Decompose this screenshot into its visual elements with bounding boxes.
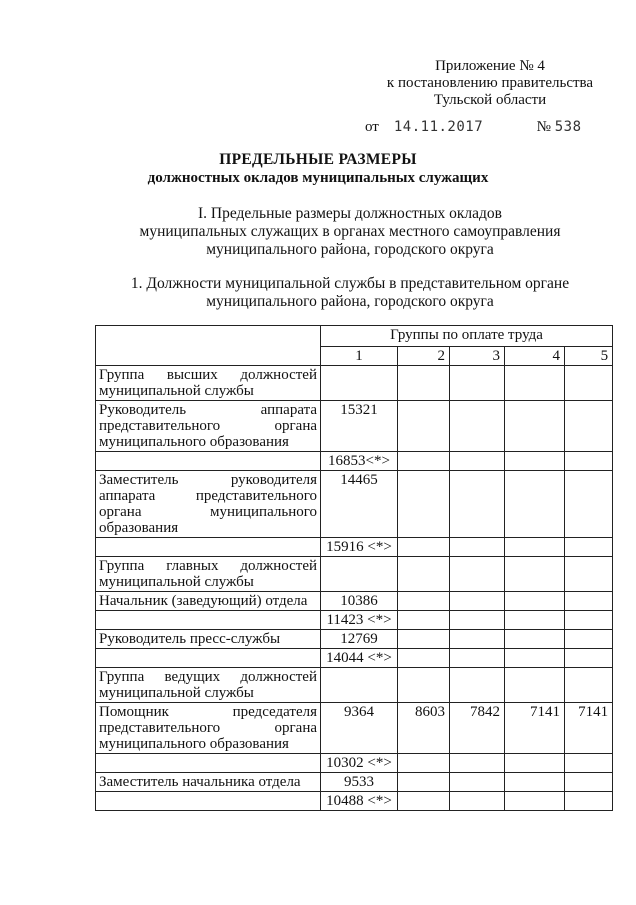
section-heading bbox=[100, 205, 600, 259]
salary-cell-group-2 bbox=[398, 592, 450, 611]
salary-cell-group-5 bbox=[565, 792, 613, 811]
salary-cell-group-4 bbox=[505, 401, 565, 452]
salary-cell-group-4 bbox=[505, 557, 565, 592]
salary-cell-group-1: 10488 <*> bbox=[321, 792, 398, 811]
salary-cell-group-4 bbox=[505, 649, 565, 668]
position-cell bbox=[96, 649, 321, 668]
salary-cell-group-2 bbox=[398, 401, 450, 452]
salary-cell-group-1: 15321 bbox=[321, 401, 398, 452]
subsection-heading bbox=[100, 275, 600, 311]
resolution-date-number bbox=[365, 119, 625, 136]
salary-cell-group-1: 9533 bbox=[321, 773, 398, 792]
position-cell: Группа ведущих должностей муниципальной службы bbox=[96, 668, 321, 703]
position-cell bbox=[96, 754, 321, 773]
salary-cell-group-2 bbox=[398, 557, 450, 592]
table-row bbox=[96, 773, 613, 792]
salary-cell-group-1: 14044 <*> bbox=[321, 649, 398, 668]
table-row bbox=[96, 649, 613, 668]
appendix-line: к постановлению правительства bbox=[386, 75, 594, 91]
salary-cell-group-4 bbox=[505, 630, 565, 649]
table-row bbox=[96, 366, 613, 401]
position-cell: Заместитель руководителя аппарата представительного органа муниципального образования bbox=[96, 471, 321, 538]
salary-cell-group-3 bbox=[450, 366, 505, 401]
salary-cell-group-2 bbox=[398, 792, 450, 811]
salary-cell-group-2 bbox=[398, 366, 450, 401]
salary-cell-group-4 bbox=[505, 668, 565, 703]
salary-cell-group-3 bbox=[450, 773, 505, 792]
position-cell bbox=[96, 452, 321, 471]
position-cell bbox=[96, 611, 321, 630]
table-row bbox=[96, 792, 613, 811]
header-empty-cell bbox=[96, 326, 321, 366]
salary-cell-group-3: 7842 bbox=[450, 703, 505, 754]
salary-cell-group-3 bbox=[450, 630, 505, 649]
salary-cell-group-2 bbox=[398, 668, 450, 703]
salary-cell-group-1 bbox=[321, 668, 398, 703]
date-value: 14.11.2017 bbox=[393, 119, 484, 135]
salary-cell-group-2 bbox=[398, 773, 450, 792]
table-row bbox=[96, 557, 613, 592]
salary-cell-group-2 bbox=[398, 649, 450, 668]
section-line: муниципального района, городского округа bbox=[206, 241, 494, 258]
salary-cell-group-2 bbox=[398, 471, 450, 538]
subsection-line: муниципального района, городского округа bbox=[206, 293, 494, 310]
salary-cell-group-5 bbox=[565, 630, 613, 649]
appendix-line: Приложение № 4 bbox=[435, 58, 545, 74]
appendix-line: Тульской области bbox=[433, 92, 547, 108]
table-row bbox=[96, 703, 613, 754]
salary-cell-group-3 bbox=[450, 649, 505, 668]
salary-cell-group-4: 7141 bbox=[505, 703, 565, 754]
group-header-cell: Группы по оплате труда bbox=[321, 326, 613, 347]
salary-cell-group-1: 12769 bbox=[321, 630, 398, 649]
section-line: муниципальных служащих в органах местного самоуправления bbox=[139, 223, 561, 240]
salary-cell-group-5 bbox=[565, 754, 613, 773]
salary-cell-group-1: 10386 bbox=[321, 592, 398, 611]
salary-cell-group-1: 14465 bbox=[321, 471, 398, 538]
column-number: 4 bbox=[505, 347, 565, 366]
salary-cell-group-5 bbox=[565, 557, 613, 592]
table-row bbox=[96, 452, 613, 471]
salary-cell-group-4 bbox=[505, 452, 565, 471]
salary-cell-group-1 bbox=[321, 557, 398, 592]
salary-table bbox=[95, 325, 613, 811]
salary-cell-group-5 bbox=[565, 538, 613, 557]
salary-cell-group-3 bbox=[450, 538, 505, 557]
salary-cell-group-3 bbox=[450, 792, 505, 811]
salary-cell-group-3 bbox=[450, 452, 505, 471]
salary-cell-group-4 bbox=[505, 538, 565, 557]
table-row bbox=[96, 754, 613, 773]
salary-cell-group-5 bbox=[565, 668, 613, 703]
table-row bbox=[96, 538, 613, 557]
salary-cell-group-5 bbox=[565, 773, 613, 792]
salary-cell-group-2 bbox=[398, 630, 450, 649]
salary-cell-group-2: 8603 bbox=[398, 703, 450, 754]
salary-cell-group-3 bbox=[450, 668, 505, 703]
salary-cell-group-4 bbox=[505, 754, 565, 773]
number-value: 538 bbox=[554, 119, 582, 135]
table-row bbox=[96, 630, 613, 649]
table-row bbox=[96, 611, 613, 630]
table-row bbox=[96, 471, 613, 538]
salary-cell-group-4 bbox=[505, 592, 565, 611]
date-prefix: от bbox=[365, 119, 379, 135]
salary-cell-group-2 bbox=[398, 452, 450, 471]
salary-cell-group-3 bbox=[450, 471, 505, 538]
salary-cell-group-5: 7141 bbox=[565, 703, 613, 754]
position-cell: Помощник председателя представительного органа муниципального образования bbox=[96, 703, 321, 754]
position-cell bbox=[96, 792, 321, 811]
salary-cell-group-2 bbox=[398, 611, 450, 630]
salary-cell-group-5 bbox=[565, 649, 613, 668]
position-cell: Заместитель начальника отдела bbox=[96, 773, 321, 792]
salary-cell-group-4 bbox=[505, 792, 565, 811]
column-number: 1 bbox=[321, 347, 398, 366]
salary-cell-group-3 bbox=[450, 401, 505, 452]
position-cell: Руководитель пресс-службы bbox=[96, 630, 321, 649]
salary-cell-group-5 bbox=[565, 401, 613, 452]
number-prefix: № bbox=[536, 119, 551, 135]
salary-cell-group-1 bbox=[321, 366, 398, 401]
position-cell: Руководитель аппарата представительного органа муниципального образования bbox=[96, 401, 321, 452]
column-number: 2 bbox=[398, 347, 450, 366]
column-number: 3 bbox=[450, 347, 505, 366]
salary-cell-group-3 bbox=[450, 592, 505, 611]
salary-cell-group-4 bbox=[505, 611, 565, 630]
salary-cell-group-3 bbox=[450, 611, 505, 630]
salary-cell-group-2 bbox=[398, 538, 450, 557]
salary-cell-group-2 bbox=[398, 754, 450, 773]
position-cell bbox=[96, 538, 321, 557]
document-subtitle: должностных окладов муниципальных служащих bbox=[147, 170, 489, 186]
salary-cell-group-5 bbox=[565, 592, 613, 611]
table-row bbox=[96, 592, 613, 611]
salary-cell-group-4 bbox=[505, 773, 565, 792]
table-header-row bbox=[96, 326, 613, 347]
appendix-header bbox=[360, 58, 620, 109]
salary-cell-group-1: 15916 <*> bbox=[321, 538, 398, 557]
column-number: 5 bbox=[565, 347, 613, 366]
position-cell: Группа высших должностей муниципальной службы bbox=[96, 366, 321, 401]
salary-cell-group-5 bbox=[565, 471, 613, 538]
salary-cell-group-1: 10302 <*> bbox=[321, 754, 398, 773]
salary-cell-group-3 bbox=[450, 754, 505, 773]
salary-cell-group-5 bbox=[565, 366, 613, 401]
salary-cell-group-3 bbox=[450, 557, 505, 592]
salary-cell-group-5 bbox=[565, 611, 613, 630]
salary-cell-group-1: 16853<*> bbox=[321, 452, 398, 471]
table-body bbox=[96, 366, 613, 811]
document-title: ПРЕДЕЛЬНЫЕ РАЗМЕРЫ bbox=[219, 151, 417, 168]
table-row bbox=[96, 668, 613, 703]
subsection-line: 1. Должности муниципальной службы в представительном органе bbox=[130, 275, 570, 292]
position-cell: Начальник (заведующий) отдела bbox=[96, 592, 321, 611]
salary-cell-group-4 bbox=[505, 471, 565, 538]
table-row bbox=[96, 401, 613, 452]
salary-cell-group-4 bbox=[505, 366, 565, 401]
section-line: I. Предельные размеры должностных окладов bbox=[198, 205, 502, 222]
position-cell: Группа главных должностей муниципальной службы bbox=[96, 557, 321, 592]
salary-cell-group-1: 11423 <*> bbox=[321, 611, 398, 630]
salary-cell-group-1: 9364 bbox=[321, 703, 398, 754]
salary-cell-group-5 bbox=[565, 452, 613, 471]
